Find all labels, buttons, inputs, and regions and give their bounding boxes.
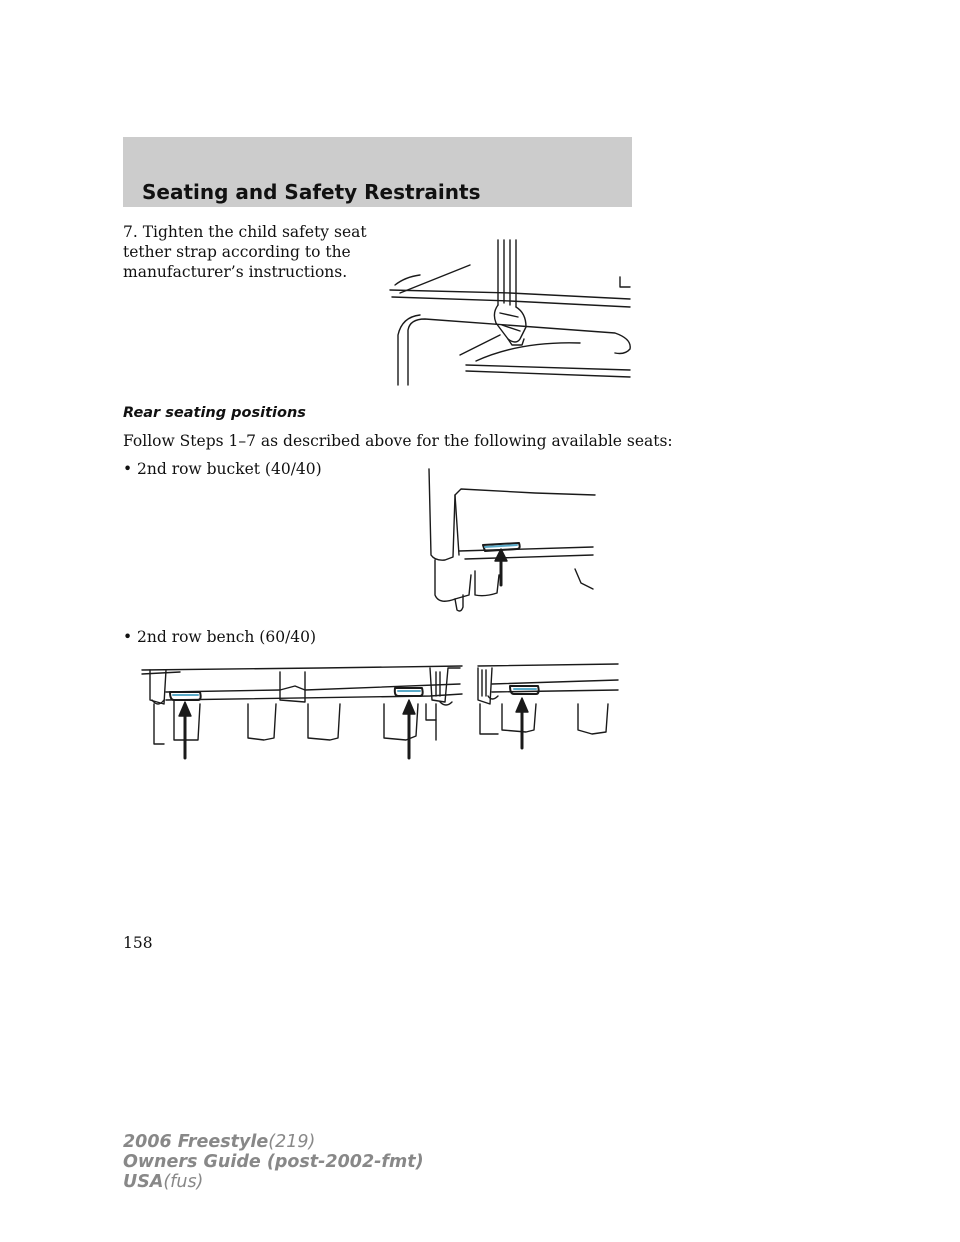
- bullet-item-bucket: [123, 460, 322, 478]
- footer-line-3: USA(fus): [123, 1172, 204, 1192]
- footer-line-2: Owners Guide (post-2002-fmt): [123, 1152, 424, 1172]
- section-title: Seating and Safety Restraints: [142, 180, 481, 204]
- bullet-item-bench: [123, 628, 316, 646]
- tether-strap-illustration: [380, 235, 636, 385]
- page-number: 158: [123, 934, 153, 952]
- footer-line-1: 2006 Freestyle(219): [123, 1132, 316, 1152]
- bench-seat-left-anchor-illustration: [140, 660, 465, 760]
- step-7-text: 7. Tighten the child safety seat tether strap according to the manufacturer’s instructions.: [123, 223, 367, 281]
- bucket-seat-anchor-illustration: [425, 465, 597, 615]
- bullet-item-bench-label: 2nd row bench (60/40): [137, 628, 317, 646]
- bullet-glyph: •: [123, 628, 133, 646]
- bullet-glyph: •: [123, 460, 133, 478]
- rear-seating-intro: Follow Steps 1–7 as described above for the following available seats:: [123, 432, 673, 450]
- bench-seat-right-anchor-illustration: [474, 660, 620, 750]
- rear-seating-heading: Rear seating positions: [123, 405, 306, 421]
- document-footer: [123, 1132, 424, 1192]
- bullet-item-bucket-label: 2nd row bucket (40/40): [137, 460, 322, 478]
